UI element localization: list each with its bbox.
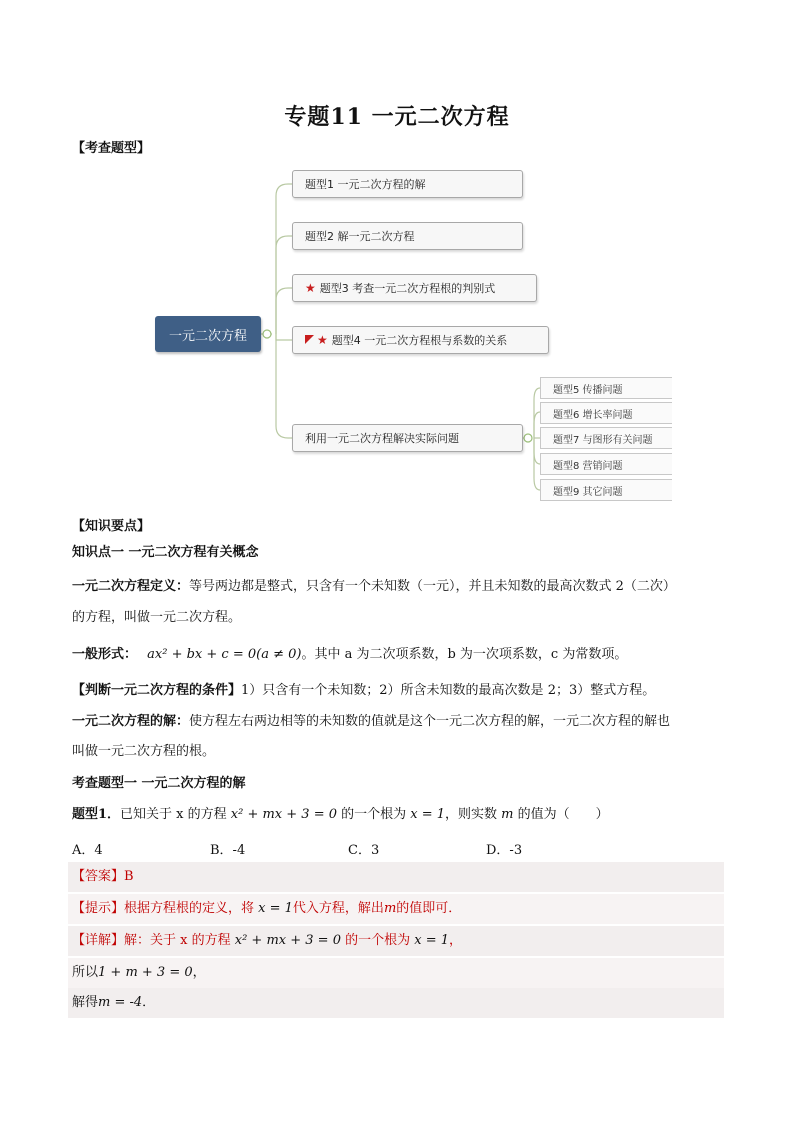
question-formula: x² + mx + 3 = 0	[230, 807, 337, 822]
detail-text: 解：关于 x 的方程	[124, 933, 235, 948]
hint-variable: m	[383, 901, 397, 916]
question-text: 的值为（ ）	[513, 807, 609, 822]
mindmap-sub-5: 题型9 其它问题	[540, 479, 672, 501]
step2-row-bg	[68, 988, 724, 1018]
general-form-formula: ax² + bx + c = 0(a ≠ 0)	[147, 647, 302, 662]
solution-line-2: 叫做一元二次方程的根。	[72, 744, 216, 759]
step-text: ．	[142, 995, 156, 1010]
mindmap-sub-4: 题型8 营销问题	[540, 453, 672, 475]
solution-text: 使方程左右两边相等的未知数的值就是这个一元二次方程的解，一元二次方程的解也	[189, 714, 671, 729]
conditions-line	[72, 681, 724, 701]
step1-formula: 1 + m + 3 = 0	[98, 965, 193, 980]
mindmap-branch-3	[292, 274, 537, 302]
conditions-label: 【判断一元二次方程的条件】	[72, 683, 242, 698]
detail-text: 的一个根为	[340, 933, 415, 948]
hint-text: 的值即可．	[396, 901, 462, 916]
flag-icon	[305, 335, 314, 344]
mindmap-sub-3: 题型7 与图形有关问题	[540, 427, 672, 449]
option-d: D．-3	[486, 843, 523, 858]
mindmap-root: 一元二次方程	[155, 316, 261, 352]
star-icon: ★	[317, 333, 328, 347]
star-icon: ★	[305, 281, 316, 295]
option-b: B．-4	[210, 843, 246, 858]
page-title: 专题11 一元二次方程	[284, 104, 510, 130]
hint-label: 【提示】	[72, 901, 125, 916]
detail-formula: x² + mx + 3 = 0	[234, 933, 341, 948]
definition-text: 等号两边都是整式，只含有一个未知数（一元），并且未知数的最高次数式 2（二次）	[189, 579, 676, 594]
answer-row-bg	[68, 862, 724, 892]
question-line	[72, 805, 724, 825]
answer-line	[72, 862, 134, 892]
solution-line-1	[72, 712, 724, 732]
question-label: 题型1．	[72, 807, 121, 822]
definition-line-1	[72, 577, 724, 597]
definition-label: 一元二次方程定义：	[72, 579, 190, 594]
hint-text: 代入方程，解出	[292, 901, 384, 916]
question-root: x = 1	[410, 807, 446, 822]
knowledge-point-title: 知识点一 一元二次方程有关概念	[72, 545, 259, 560]
question-text: 已知关于 x 的方程	[120, 807, 231, 822]
branch-label: 题型3 考查一元二次方程根的判别式	[319, 282, 496, 295]
hint-text: 根据方程根的定义，将	[124, 901, 259, 916]
root-connector-dot	[263, 330, 271, 338]
general-form-label: 一般形式：	[72, 647, 138, 662]
step-text: ，	[192, 965, 206, 980]
hint-formula: x = 1	[258, 901, 293, 916]
step1-line	[72, 958, 206, 988]
definition-line-2: 的方程，叫做一元二次方程。	[72, 610, 242, 625]
section-knowledge: 【知识要点】	[72, 519, 151, 534]
step2-line	[72, 988, 155, 1018]
step2-formula: m = -4	[98, 995, 143, 1010]
branch-label: 题型2 解一元二次方程	[305, 230, 415, 243]
mindmap-branch-4	[292, 326, 549, 354]
step-text: 所以	[72, 965, 99, 980]
section-exam-types: 【考查题型】	[72, 141, 151, 156]
type1-heading: 考查题型一 一元二次方程的解	[72, 776, 246, 791]
question-text: 的一个根为	[337, 807, 411, 822]
answer-value: B	[124, 869, 134, 884]
detail-text: ，	[449, 933, 463, 948]
question-variable: m	[501, 807, 514, 822]
mindmap-sub-1: 题型5 传播问题	[540, 377, 672, 399]
detail-label: 【详解】	[72, 933, 125, 948]
branch-label: 题型1 一元二次方程的解	[305, 178, 426, 191]
hint-line	[72, 894, 461, 924]
answer-label: 【答案】	[72, 869, 125, 884]
mindmap-branch-5	[292, 424, 523, 452]
branch-label: 题型4 一元二次方程根与系数的关系	[331, 334, 508, 347]
conditions-text: 1）只含有一个未知数；2）所含未知数的最高次数是 2；3）整式方程。	[241, 683, 656, 698]
mindmap-branch-1	[292, 170, 523, 198]
option-c: C．3	[348, 843, 380, 858]
option-a: A．4	[72, 843, 103, 858]
question-text: ，则实数	[445, 807, 502, 822]
solution-label: 一元二次方程的解：	[72, 714, 190, 729]
mindmap-branch-2	[292, 222, 523, 250]
general-form-line	[72, 645, 724, 665]
step-text: 解得	[72, 995, 99, 1010]
detail-root: x = 1	[414, 933, 449, 948]
mindmap-sub-2: 题型6 增长率问题	[540, 402, 672, 424]
branch-connector-dot	[524, 434, 532, 442]
branch-label: 利用一元二次方程解决实际问题	[305, 432, 459, 445]
detail-line	[72, 926, 462, 956]
general-form-text: 。其中 a 为二次项系数，b 为一次项系数，c 为常数项。	[301, 647, 628, 662]
